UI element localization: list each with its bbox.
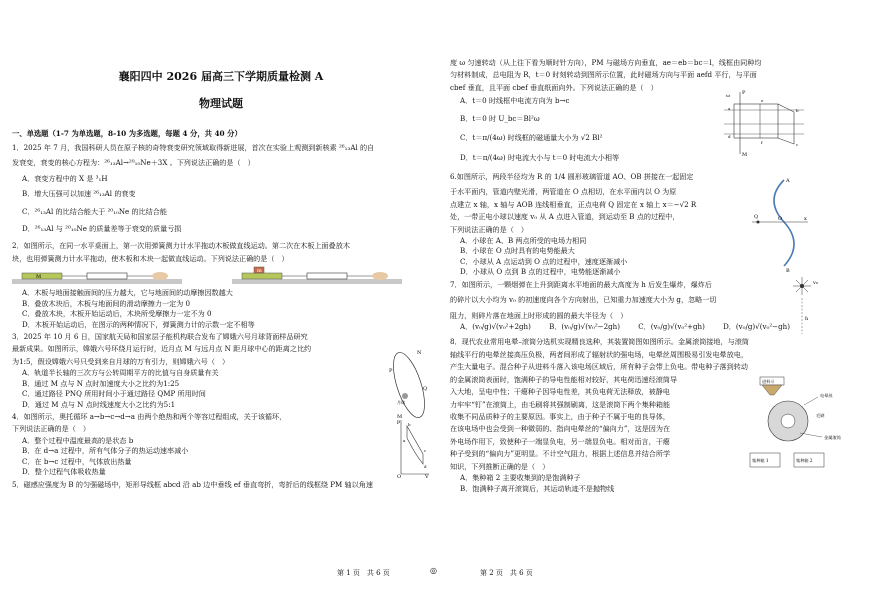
q2-option-d: D．木板开始运动后，在图示的两种情况下，弹簧测力计的示数一定不相等: [22, 319, 255, 329]
q6-stem-5: 下列说法正确的是（ ）: [450, 224, 529, 234]
question-6: [450, 172, 868, 277]
q2-stem-2: 块，也用弹簧测力计水平拖动，使木板和木块一起做直线运动。下列说法正确的是（ ）: [12, 253, 289, 263]
q4-otto-cycle-figure: [397, 418, 431, 478]
q6-stem-3: 点建立 x 轴，x 轴与 AOB 连线相垂直，正点电荷 Q 固定在 x 轴上 x＝−√2 R: [450, 199, 697, 209]
q4-fig-label-a: a: [403, 437, 406, 443]
q5-fig-label-a: a: [728, 106, 731, 111]
question-4: [12, 412, 430, 477]
q5-option-a: A．t＝0 时线框中电流方向为 b→c: [460, 96, 570, 106]
q6-option-b: B．小球在 O 点时具有的电势能最大: [460, 246, 575, 256]
question-5-continued: [450, 58, 868, 162]
q8-fig-label-corona-wire: 电晕丝: [820, 393, 833, 399]
q8-stem-1: 8．现代农业常用电晕–滚筒分选机实现精良选种，其装置简图如图所示。金属滚筒接地，与滚筒: [450, 337, 749, 347]
section-heading: 一、单选题（1-7 为单选题，8-10 为多选题，每题 4 分，共 40 分）: [12, 129, 242, 139]
q7-option-c: C．(v₀/g)√(v₀²+gh): [638, 322, 705, 332]
q6-tube-figure: [750, 174, 810, 274]
q4-fig-label-b: b: [408, 421, 411, 427]
q3-stem-3: 为1:5，假设嫦娥六号只受到来自月球的万有引力，则嫦娥六号（ ）: [12, 356, 230, 366]
q3-stem-1: 3．2025 年 10 月 6 日，国家航天局和国家层子能机构联合发布了嫦娥六号月球背面样品研究: [12, 332, 308, 342]
q6-fig-label-O: O: [778, 215, 783, 222]
q2-stem-1: 2．如图所示，在同一水平桌面上，第一次用弹簧测力计水平拖动木板做直线运动。第二次在木板上面叠放木: [12, 241, 350, 251]
q8-stem-6: 力牢牢“钉”在滚筒上，由毛刷将其强制刷离，这是滚筒下两个集种箱能: [450, 399, 671, 409]
q8-fig-label-bin-1: 集种箱 1: [752, 458, 769, 464]
q8-stem-7: 收集不同品质种子的主要原因。事实上，由于种子不属于电的良导体，: [450, 411, 670, 421]
q1-option-a: A．衰变方程中的 X 是 ³₁H: [22, 173, 108, 183]
q8-stem-3: 产生大量电子。混合种子从进料斗落入该电场区域后，所有种子会带上负电。带电种子落到转动: [450, 362, 748, 372]
q8-stem-10: 种子受到的“偏向力”更明显。不计空气阻力，根据上述信息并结合所学: [450, 449, 671, 459]
q5-frame-figure: [720, 88, 810, 158]
q2-fig-label-m: m: [257, 268, 262, 275]
q7-stem-1: 7．如图所示，一颗烟弹在上升到距离水平地面的最大高度为 h 后发生爆炸，爆炸后: [450, 279, 712, 289]
q6-fig-label-x: x: [804, 215, 807, 222]
q1-option-d: D．²⁶₁₃Al 与 ²⁰₁₀Ne 的质量差等于衰变的质量亏损: [22, 224, 182, 234]
q5-option-d: D．t＝π/(4ω) 时电流大小与 t＝0 时电流大小相等: [460, 152, 620, 162]
question-2: [12, 241, 430, 329]
q8-option-a: A．集种箱 2 主要收集到的是饱满种子: [460, 473, 581, 483]
q2-fig-label-M: M: [36, 274, 42, 281]
left-column: [12, 0, 430, 603]
q5-fig-label-e: e: [761, 98, 764, 103]
q7-fig-label-v0: v₀: [813, 279, 818, 286]
q5-fig-label-c: c: [796, 142, 799, 147]
q7-explosion-figure: [780, 276, 840, 336]
q5-option-c: C．t＝π/(4ω) 时线框的磁通量大小为 √2 Bl²: [460, 133, 603, 143]
q8-fig-label-drum: 金属滚筒: [824, 435, 841, 441]
q5-fig-label-P: P: [742, 90, 746, 96]
q3-fig-label-P: P: [389, 368, 393, 375]
q4-option-c: C．在 b→c 过程中，气体放出热量: [22, 456, 132, 466]
q4-option-d: D．整个过程气体吸收热量: [22, 467, 106, 477]
q3-option-a: A．轨道半长轴的三次方与公转周期平方的比值与自身质量有关: [22, 368, 219, 378]
q5-stem-start: 5．磁感应强度为 B 的匀强磁场中，矩形导线框 abcd 沿 ab 边中垂线 ef 垂直弯折，弯折后的线框绕 PM 轴以角速: [12, 479, 373, 489]
question-7: [450, 280, 868, 332]
q1-stem-1: 1．2025 年 7 月，我国科研人员在原子核的奇特衰变研究领域取得新进展，首次在实验上观测到新核素 ²⁶₁₃Al 的自: [12, 142, 375, 152]
q5-fig-label-f: f: [761, 140, 763, 145]
q3-fig-label-moon: 月球: [397, 400, 405, 406]
q3-option-d: D．通过 M 点与 N 点时线速度大小之比约为5:1: [22, 399, 176, 409]
q4-fig-label-O: O: [397, 473, 402, 478]
q2-option-a: A．木板与地面接触面间的压力越大，它与地面间的动摩擦因数越大: [22, 288, 233, 298]
q5-fig-label-d: d: [728, 134, 731, 139]
q3-fig-label-N: N: [417, 350, 422, 357]
question-1: [12, 143, 430, 234]
q1-option-c: C．²⁶₁₃Al 的比结合能大于 ²⁰₁₀Ne 的比结合能: [22, 206, 167, 216]
q6-fig-label-Q: Q: [754, 213, 759, 220]
q7-option-d: D．(v₀/g)√(v₀²−gh): [723, 322, 790, 332]
q5-cont-3: cbef 垂直，且平面 cbef 垂直纸面向外。下列说法正确的是（ ）: [450, 82, 658, 92]
q6-stem-2: 于水平面内，管道内壁光滑，两管道在 O 点相切，在水平面内以 O 为原: [450, 187, 677, 197]
q8-stem-5: 入大地，呈电中性；干瘪种子因导电性差，其负电荷无法释放，被静电: [450, 387, 670, 397]
center-binding-mark: ◎: [430, 566, 437, 575]
q7-options-row: [460, 322, 790, 331]
q5-option-b: B．t＝0 时 U_bc＝Bl²ω: [460, 113, 540, 123]
q5-cont-2: 匀材料制成，总电阻为 R，t＝0 时刻转动到图所示位置，此时磁场方向与平面 aefd 平行，与平面: [450, 70, 757, 80]
q8-fig-label-hopper: 进料斗: [762, 379, 775, 385]
q1-option-b: B．增大压强可以加速 ²⁶₁₃Al 的衰变: [22, 189, 136, 199]
q1-stem-2: 发衰变，衰变的核心方程为：²⁶₁₃Al→²⁰₁₀Ne＋3X 。下列说法正确的是（ ）: [12, 158, 255, 168]
q4-stem-1: 4．如图所示，奥托循环 a→b→c→d→a 由两个绝热和两个等容过程组成，关于该循环，: [12, 411, 287, 421]
q8-option-b: B．饱满种子离开滚筒后，其运动轨迹不是抛物线: [460, 483, 615, 493]
question-8: [450, 337, 868, 492]
right-page-footer: 第 2 页 共 6 页: [480, 569, 533, 577]
q4-fig-label-c: c: [424, 447, 427, 453]
q5-fig-label-omega: ω: [726, 93, 731, 99]
q4-option-a: A．整个过程中温度最高的是状态 b: [22, 435, 134, 445]
q8-stem-8: 在该电场中也会受到一种微弱的、指向电晕丝的“偏向力”，这是因为在: [450, 424, 671, 434]
q5-fig-label-b: b: [796, 108, 799, 113]
q6-stem-4: 处，一带正电小球以速度 v₀ 从 A 点进入管道，到运动至 B 点的过程中，: [450, 212, 680, 222]
q6-option-a: A．小球在 A、B 两点所受的电场力相同: [460, 236, 587, 246]
q7-stem-2: 的碎片以大小均为 v₀ 的初速度向各个方向射出，已知重力加速度大小为 g，忽略一切: [450, 295, 717, 305]
q8-fig-label-bin-2: 集种箱 2: [796, 458, 813, 464]
q4-fig-label-p: p: [397, 418, 401, 425]
q4-fig-label-V: V: [425, 473, 429, 478]
q6-fig-label-A: A: [786, 177, 790, 184]
q6-stem-1: 6.如图所示，两段半径均为 R 的 1/4 圆形玻璃管道 AO、OB 拼接在一起固定: [450, 171, 694, 181]
q3-fig-label-Q: Q: [423, 386, 428, 393]
q8-stem-9: 外电场作用下，致使种子一端显负电，另一端显负电。相对而言，干瘪: [450, 436, 670, 446]
q2-spring-board-figure: [12, 265, 412, 287]
q5-cont-1: 度 ω 匀速转动（从上往下看为顺时针方向），PM 与磁场方向垂直，ae＝eb＝bc＝l，线框由同种均: [450, 58, 762, 67]
q8-fig-label-brush: 毛刷: [816, 413, 825, 419]
q7-option-b: B．(v₀/g)√(v₀²−2gh): [549, 322, 621, 332]
q6-fig-label-B: B: [786, 267, 790, 274]
q6-option-d: D．小球从 O 点到 B 点的过程中，电势能逐渐减小: [460, 267, 621, 277]
q3-fig-label-M: M: [397, 414, 403, 421]
q3-option-c: C．通过路径 PNQ 所用时间小于通过路径 QMP 所用时间: [22, 389, 206, 399]
q8-stem-2: 轴线平行的电晕丝接高压负极，两者间形成了辐射状的强电场，电晕丝周围极易引发电晕放电，: [450, 349, 748, 359]
exam-title: 襄阳四中 2026 届高三下学期质量检测 A: [118, 70, 324, 83]
q3-option-b: B．通过 M 点与 N 点时加速度大小之比约为1:25: [22, 378, 180, 388]
q5-fig-label-M: M: [742, 152, 748, 158]
q2-option-b: B．叠放木块后，木板与地面间的滑动摩擦力一定为 0: [22, 298, 191, 308]
q7-stem-3: 阻力，则碎片落在地面上时形成的圆的最大半径为（ ）: [450, 310, 628, 320]
right-column: [450, 0, 868, 603]
q6-option-c: C．小球从 A 点运动到 O 点的过程中，速度逐渐减小: [460, 256, 628, 266]
q4-fig-label-d: d: [424, 463, 427, 469]
q8-stem-4: 的金属滚筒表面时，饱满种子的导电性能相对较好，其电荷迅速经滚筒导: [450, 374, 677, 384]
q8-sorter-figure: [748, 375, 868, 475]
q7-option-a: A．(v₀/g)√(v₀²+2gh): [460, 322, 531, 332]
q2-option-c: C．叠放木块，木板开始运动后，木块所受摩擦力一定不为 0: [22, 309, 212, 319]
q4-stem-2: 下列说法正确的是（ ）: [12, 424, 91, 434]
q7-fig-label-h: h: [805, 315, 809, 322]
left-page-footer: 第 1 页 共 6 页: [337, 569, 390, 577]
q3-stem-2: 最新成果。如图所示，嫦娥六号环绕月运行时，近月点 M 与远月点 N 距月球中心的距离之比约: [12, 344, 312, 354]
q4-option-b: B．在 d→a 过程中，所有气体分子的热运动速率减小: [22, 446, 189, 456]
q8-stem-11: 知识，下列推断正确的是（ ）: [450, 461, 550, 471]
subject-title: 物理试题: [199, 96, 243, 110]
